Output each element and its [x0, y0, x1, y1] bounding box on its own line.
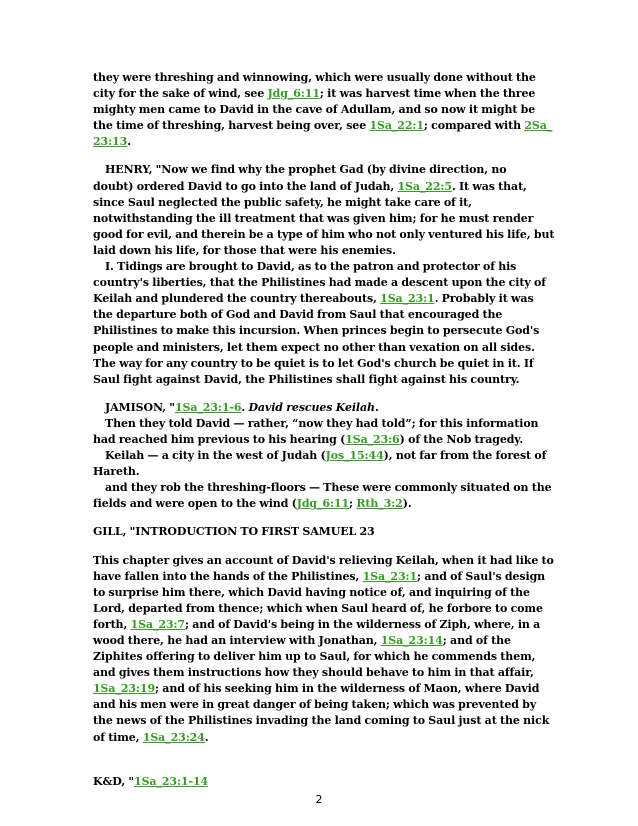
text-line	[93, 243, 553, 259]
line-text: Keilah — a city in the west of Judah (	[105, 449, 326, 463]
text-line	[93, 275, 553, 291]
text-line	[93, 259, 553, 275]
line-text: ; compared with	[423, 119, 525, 133]
text-line	[93, 524, 553, 540]
scripture-link[interactable]: 1Sa_23:1	[362, 569, 418, 583]
line-text: HENRY, "Now we find why the prophet Gad (by divine direction, no	[105, 163, 507, 177]
line-text: ;	[349, 497, 357, 511]
text-line	[93, 162, 553, 178]
line-text: and they rob the threshing-floors — These were commonly situated on the	[105, 481, 552, 495]
text-line	[93, 665, 553, 681]
line-text: .	[204, 730, 209, 744]
line-text: ; and of Saul's design	[417, 569, 546, 583]
text-line	[93, 211, 553, 227]
line-text: GILL, "INTRODUCTION TO FIRST SAMUEL 23	[93, 525, 375, 539]
line-text: the time of threshing, harvest being over, see	[93, 119, 370, 133]
line-text: ) of the Nob tragedy.	[399, 432, 524, 446]
line-text: city for the sake of wind, see	[93, 87, 268, 101]
line-text: and gives them instructions how they should behave to him in that affair,	[93, 666, 534, 680]
scripture-link[interactable]: Jdg_6:11	[267, 87, 320, 101]
text-line	[93, 496, 553, 512]
scripture-link[interactable]: 1Sa_23:14	[380, 634, 443, 647]
text-line	[93, 356, 553, 372]
scripture-link[interactable]: 1Sa_23:24	[142, 730, 205, 744]
text-line	[93, 464, 553, 480]
text-line	[93, 697, 553, 713]
text-line	[93, 774, 553, 790]
text-line	[93, 118, 553, 134]
line-text: K&D, "	[93, 774, 135, 788]
text-line	[93, 633, 553, 649]
line-text: ; and of David's being in the wilderness of Ziph, where, in a	[184, 617, 541, 631]
text-line	[93, 227, 553, 243]
text-line	[93, 416, 553, 432]
paragraph-gill	[93, 553, 553, 746]
line-text: Ziphites offering to deliver him up to Saul, for which he commends them,	[93, 650, 536, 664]
line-text: This chapter gives an account of David's relieving Keilah, when it had like to	[93, 553, 554, 567]
line-text: ; and of his seeking him in the wilderness of Maon, where David	[155, 682, 540, 696]
line-text: Hareth.	[93, 465, 140, 479]
scripture-link[interactable]: 1Sa_23:1	[380, 292, 435, 306]
scripture-link[interactable]: 1Sa_23:19	[93, 682, 156, 696]
line-text: laid down his life, for those that were his enemies.	[93, 243, 396, 257]
scripture-link[interactable]: Jos_15:44	[325, 449, 384, 463]
page-number: 2	[315, 793, 323, 806]
line-text: of time,	[93, 730, 143, 744]
line-text: ), not far from the forest of	[383, 449, 547, 463]
line-text: notwithstanding the ill treatment that was given him; for he must render	[93, 211, 534, 225]
scripture-link[interactable]: Jdg_6:11	[296, 497, 350, 511]
text-line	[93, 307, 553, 323]
line-text: ; and of the	[442, 634, 511, 647]
line-text: forth,	[93, 617, 131, 631]
line-text: have fallen into the hands of the Philistines,	[93, 569, 363, 583]
text-line	[93, 340, 553, 356]
section-title: . David rescues Keilah	[241, 400, 375, 414]
text-line	[93, 134, 553, 150]
line-text: Lord, departed from thence; which when Saul heard of, he forbore to come	[93, 601, 543, 615]
scripture-link[interactable]: 1Sa_23:1-14	[134, 774, 209, 788]
paragraph-threshing	[93, 70, 553, 150]
heading-gill	[93, 524, 553, 540]
text-line	[93, 649, 553, 665]
text-line	[93, 323, 553, 339]
line-text: they were threshing and winnowing, which were usually done without the	[93, 71, 536, 84]
line-text: the departure both of God and David from Saul that encouraged the	[93, 308, 503, 322]
scripture-link[interactable]: 23:13	[93, 135, 128, 149]
line-text: doubt) ordered David to go into the land of Judah,	[93, 179, 398, 193]
line-text: .	[127, 135, 131, 149]
paragraph-jamison	[93, 400, 553, 513]
heading-kd	[93, 774, 553, 790]
paragraph-henry	[93, 162, 553, 387]
line-text: JAMISON, "	[105, 400, 175, 414]
line-text: Keilah and plundered the country thereabouts,	[93, 292, 381, 306]
line-text: fields and were open to the wind (	[93, 497, 297, 511]
line-text: good for evil, and therein be a type of him who not only ventured his life, but	[93, 227, 555, 241]
scripture-link[interactable]: Rth_3:2	[356, 497, 403, 511]
line-text: and his men were in great danger of being taken; which was prevented by	[93, 698, 537, 712]
line-text: mighty men came to David in the cave of Adullam, and so now it might be	[93, 103, 536, 117]
line-text: since Saul neglected the public safety, he might take care of it,	[93, 195, 472, 209]
scripture-link[interactable]: 2Sa_	[524, 119, 553, 133]
text-line	[93, 617, 553, 633]
text-line	[93, 480, 553, 496]
text-line	[93, 86, 553, 102]
text-line	[93, 569, 553, 585]
text-line	[93, 601, 553, 617]
line-text: . It was that,	[451, 179, 527, 193]
scripture-link[interactable]: 1Sa_22:1	[369, 119, 424, 133]
text-line	[93, 585, 553, 601]
text-line	[93, 179, 553, 195]
text-line	[93, 372, 553, 388]
line-text: to surprise him there, which David having notice of, and inquiring of the	[93, 585, 530, 599]
line-text: ).	[402, 497, 412, 511]
text-line	[93, 730, 553, 746]
scripture-link[interactable]: 1Sa_23:1-6	[174, 400, 242, 414]
text-line	[93, 400, 553, 416]
line-text: the news of the Philistines invading the land coming to Saul just at the nick	[93, 714, 550, 728]
line-text: Saul fight against David, the Philistines shall fight against his country.	[93, 372, 520, 386]
line-text: Philistines to make this incursion. When princes begin to persecute God's	[93, 324, 540, 338]
text-line	[93, 195, 553, 211]
line-text: ; it was harvest time when the three	[319, 87, 536, 101]
text-line	[93, 448, 553, 464]
line-text: people and ministers, let them expect no other than vexation on all sides.	[93, 340, 535, 354]
text-line	[93, 432, 553, 448]
line-text: Then they told David — rather, “now they had told”; for this information	[105, 416, 539, 430]
line-text: had reached him previous to his hearing (	[93, 432, 346, 446]
text-line	[93, 681, 553, 697]
line-text: wood there, he had an interview with Jonathan,	[93, 634, 381, 647]
line-text: country's liberties, that the Philistines had made a descent upon the city of	[93, 276, 546, 290]
text-line	[93, 102, 553, 118]
text-line	[93, 70, 553, 86]
text-line	[93, 553, 553, 569]
text-line	[93, 713, 553, 729]
line-text: .	[374, 400, 379, 414]
scripture-link[interactable]: 1Sa_23:7	[130, 617, 185, 631]
document-body	[93, 70, 553, 790]
line-text: The way for any country to be quiet is to let God's church be quiet in it. If	[93, 356, 534, 370]
line-text: I. Tidings are brought to David, as to the patron and protector of his	[105, 260, 517, 274]
scripture-link[interactable]: 1Sa_22:5	[397, 179, 452, 193]
line-text: . Probably it was	[434, 292, 534, 306]
scripture-link[interactable]: 1Sa_23:6	[345, 432, 400, 446]
text-line	[93, 291, 553, 307]
